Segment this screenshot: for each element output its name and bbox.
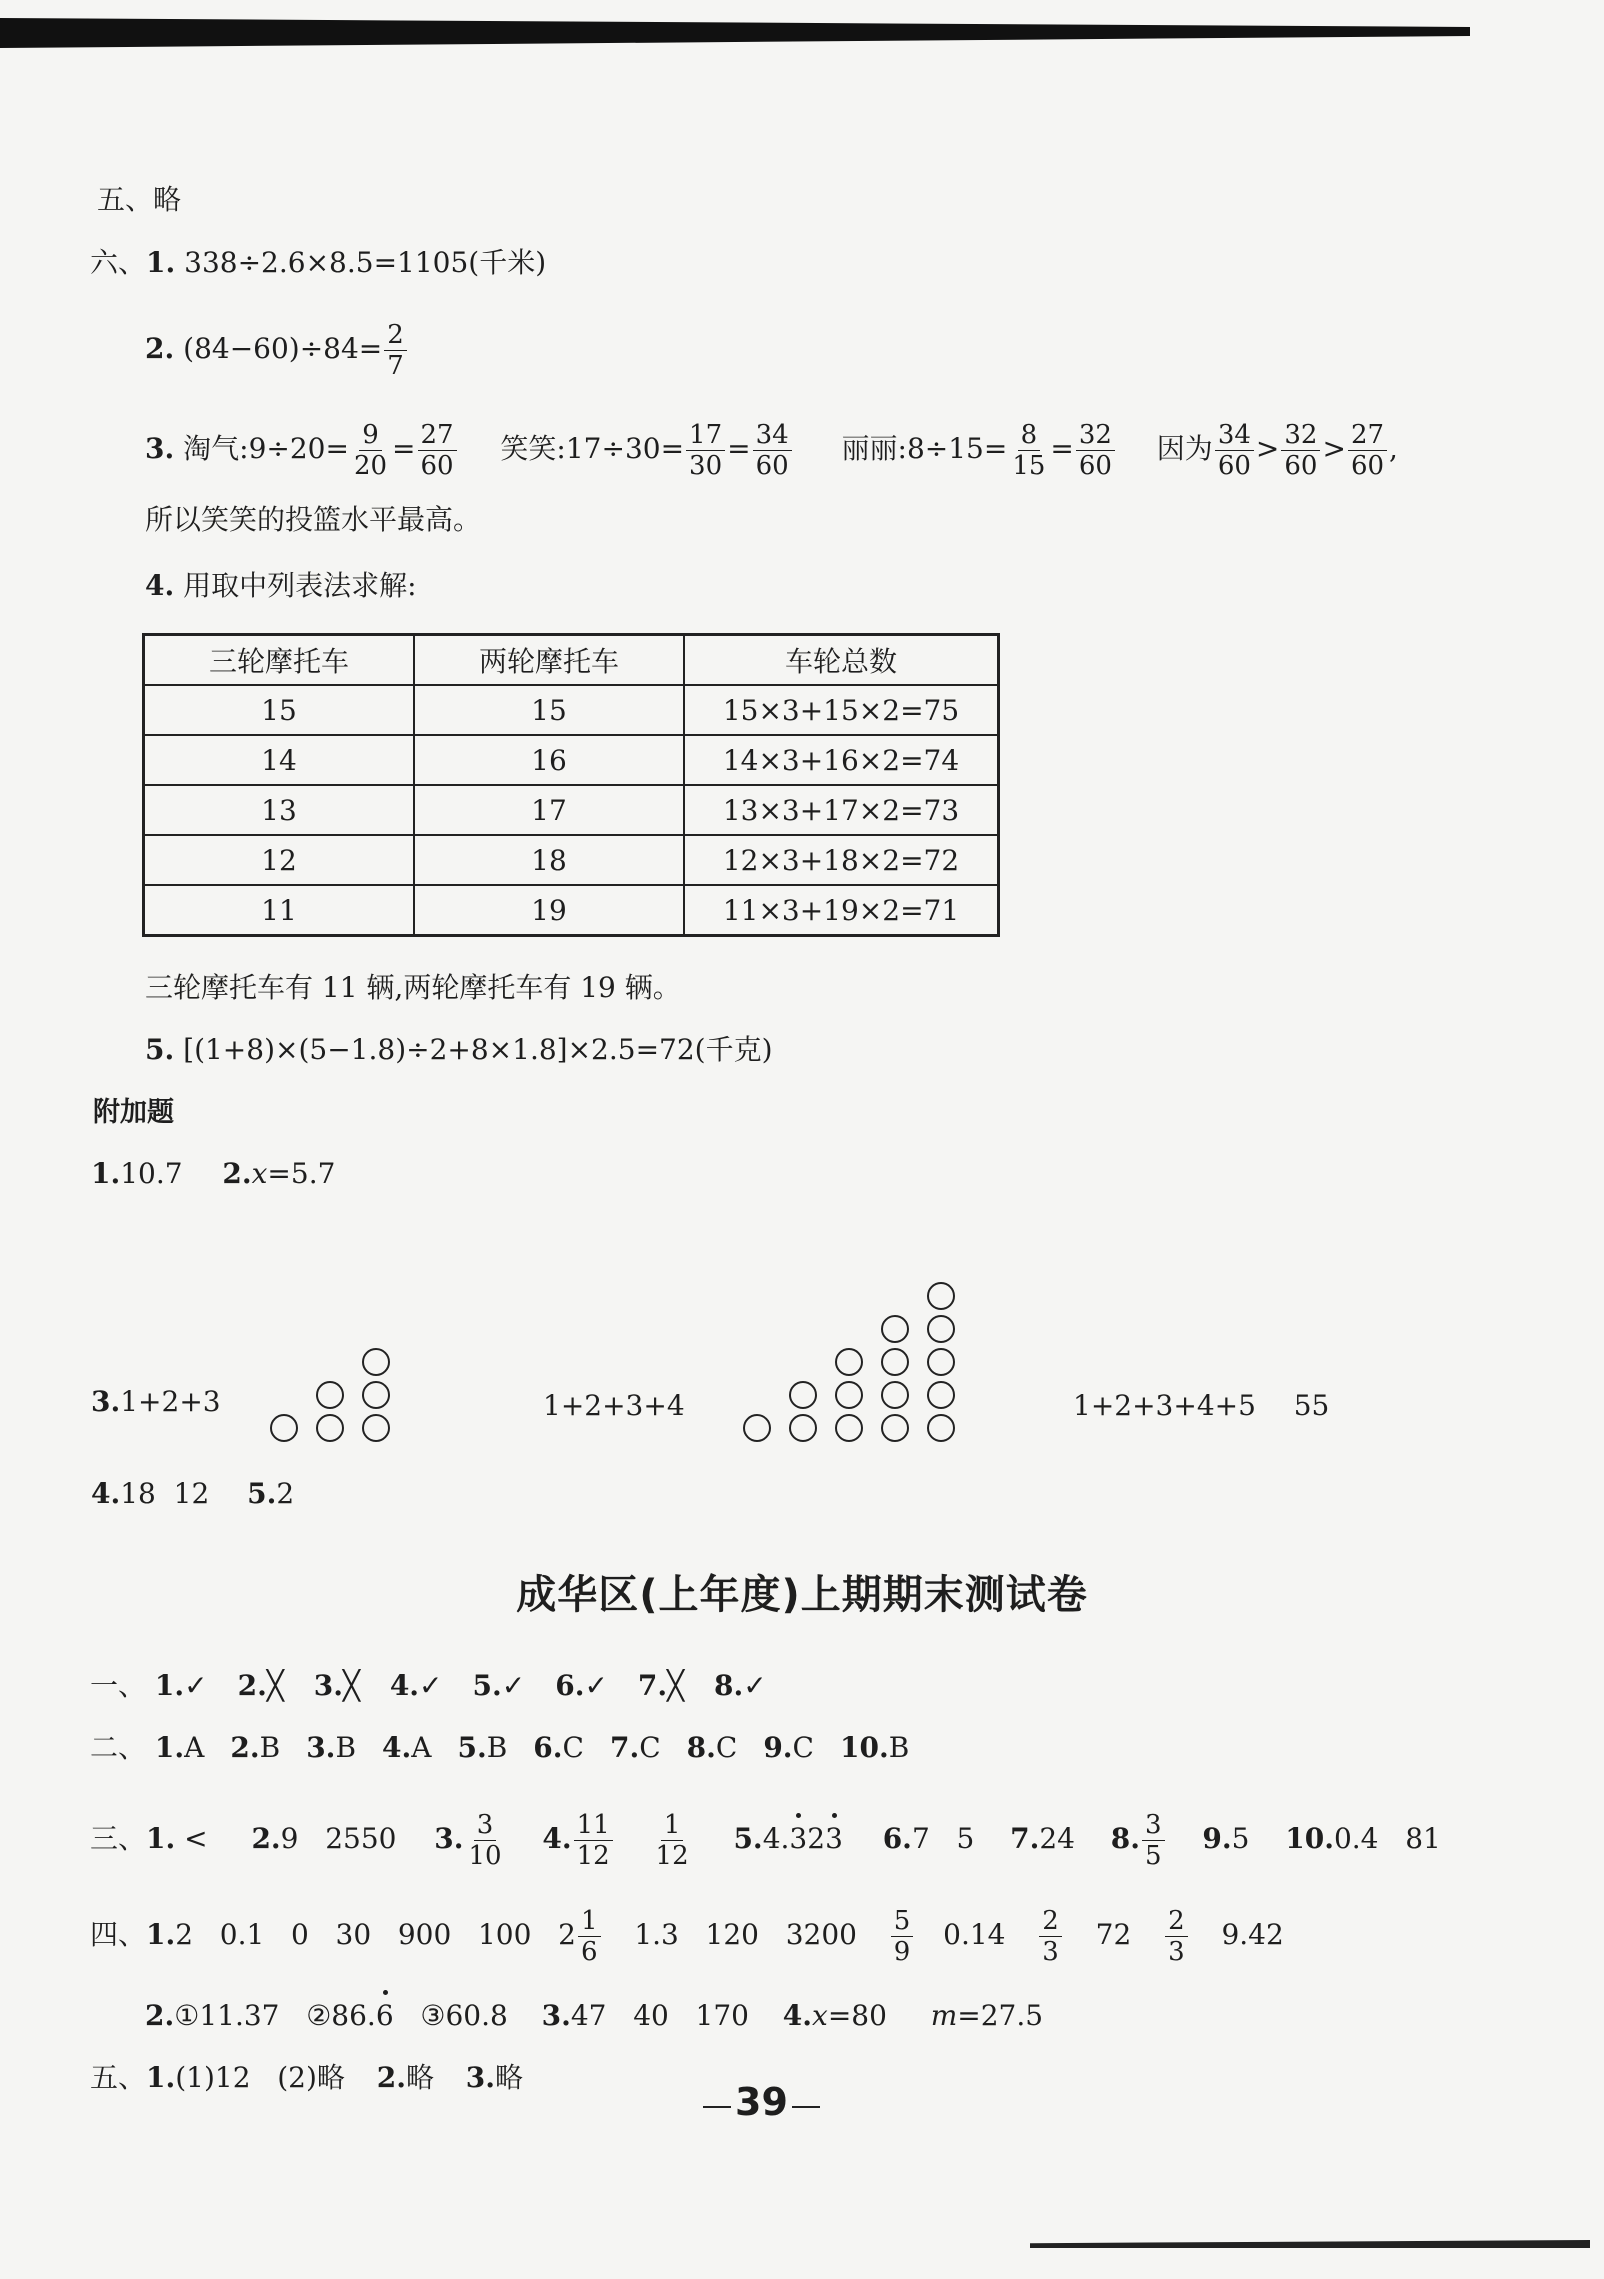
fraction: $\frac{27}{60}$ [1348,420,1387,481]
answer: A [411,1731,432,1764]
q-number: 2. [237,1669,267,1702]
q2-answer: (84−60)÷84= [183,332,383,365]
q-number: 10. [839,1731,889,1764]
q4-text: 用取中列表法求解: [183,569,417,602]
table-header-cell: 车轮总数 [684,635,999,686]
answer: B [259,1731,281,1764]
sum-1-to-5: 1+2+3+4+5 [1073,1389,1256,1422]
circle-dot [881,1414,909,1442]
sum-1-2-3-4: 1+2+3+4 [543,1389,685,1422]
xiaoxiao-text: 笑笑:17÷30= [500,432,685,465]
fraction: $\frac{2}{3}$ [1039,1906,1062,1967]
answer: 0.14 [943,1918,1006,1951]
answer: 略 [405,2061,434,2094]
answer: 24 [1039,1822,1075,1855]
answer: 9.42 [1221,1918,1284,1951]
circle-dot [362,1348,390,1376]
exam-section-4-q1 [90,1906,1284,1967]
extra-q4-answer: 18 12 [120,1477,210,1510]
extra-q1-q2 [91,1154,335,1194]
q-number: 6. [555,1669,585,1702]
q-number: 1. [91,1157,121,1190]
answer: 72 [1095,1918,1132,1951]
answer: 47 40 170 [570,1999,749,2032]
extra-q3-label [91,1382,221,1422]
section-6-q3-conclusion [145,500,481,540]
table-cell: 13 [144,785,415,835]
q-number: 8. [686,1731,716,1764]
q-number: 7. [609,1731,640,1764]
section-6-q4-answer [145,968,681,1008]
answer: B [335,1731,357,1764]
q-number: 1. [146,1822,176,1855]
variable-x: x [812,1999,828,2032]
extra-q1-answer: 10.7 [120,1157,183,1190]
fraction: $\frac{1}{12}$ [655,1810,689,1871]
page-number: 39 [735,2080,788,2124]
table-header-row [144,635,999,686]
q-number: 7. [1010,1822,1040,1855]
circle-dot [881,1315,909,1343]
circle-dot [881,1381,909,1409]
section-5-line [97,180,181,220]
q-number: 1. [146,1918,176,1951]
circle-dot [835,1381,863,1409]
answer: 0.4 81 [1333,1822,1441,1855]
exam-section-4-q2 [145,1996,1043,2036]
answer: ✓ [419,1669,443,1702]
extra-q2-answer: =5.7 [267,1157,336,1190]
q-number: 1. [154,1669,185,1702]
q-number: 3. [541,1999,571,2032]
because-text: 因为 [1156,432,1213,465]
circle-dot [789,1381,817,1409]
answer: ✓ [184,1669,208,1702]
q-number: 2. [222,1157,252,1190]
q-number: 9. [763,1731,793,1764]
section-6-q1 [90,243,546,283]
table-row [144,835,999,885]
q-number: 3. [306,1731,336,1764]
answer: C [562,1731,584,1764]
extra-q3-tail [1073,1386,1329,1426]
extra-q3-answer: 55 [1293,1389,1330,1422]
answer: 7 5 [911,1822,975,1855]
extra-q5-answer: 2 [276,1477,295,1510]
circle-dot [927,1381,955,1409]
exam-section-3 [90,1810,1441,1871]
table-cell: 15 [414,685,684,735]
fraction: $\frac{5}{9}$ [891,1906,914,1967]
table-cell: 14 [144,735,415,785]
circle-dot [362,1414,390,1442]
q-number: 3. [313,1669,343,1702]
table-row [144,685,999,735]
table-header-cell: 三轮摩托车 [144,635,415,686]
mixed-fraction-part: $\frac{1}{6}$ [578,1906,601,1967]
section-6-label: 六、 [90,246,147,279]
section-label: 二、 [90,1731,147,1764]
table-row [144,785,999,835]
exam-section-2 [90,1728,935,1768]
section-label: 三、 [90,1822,147,1855]
answer: B [888,1731,910,1764]
circle-dot [835,1414,863,1442]
circle-dot [927,1282,955,1310]
q-number: 6. [533,1731,563,1764]
answer: 9 2550 [280,1822,397,1855]
q-number: 3. [465,2061,496,2094]
q-number: 4. [389,1669,420,1702]
q-number: 2. [230,1731,260,1764]
q-number: 7. [637,1669,668,1702]
fraction: $\frac{27}{60}$ [418,420,457,481]
fraction: $\frac{32}{60}$ [1076,420,1115,481]
q-number: 6. [882,1822,912,1855]
answer: A [184,1731,205,1764]
q-number: 2. [145,1999,175,2032]
q-number: 4. [382,1731,412,1764]
circle-dot [927,1414,955,1442]
circle-dot [743,1414,771,1442]
section-6-q3: 3. 淘气:9÷20= $\frac{9}{20}$ = $\frac{27}{60}$ 笑笑:17÷30= $\frac{17}{30}$ = $\frac{34}{60}$ 丽丽:8÷15= $\frac{8}{15}$ = $\frac{32}{60}$ 因为 $\frac{34}{60}$ > $\frac{32}{60}$ > $\frac{27}{60}$ , [145,420,1398,481]
fraction: $\frac{2}{7}$ [384,320,407,381]
answer: 1.3 120 3200 [634,1918,857,1951]
answer: ✓ [501,1669,526,1702]
q-number: 1. [146,2061,176,2094]
table-cell: 19 [414,885,684,936]
fraction: $\frac{9}{20}$ [353,420,388,481]
q-number: 4. [542,1822,572,1855]
table-cell: 12×3+18×2=72 [684,835,999,885]
q-number: 4. [145,569,175,602]
q-number: 8. [714,1669,744,1702]
q-number: 5. [472,1669,502,1702]
answer: =80 [827,1999,887,2032]
q-number: 10. [1285,1822,1334,1855]
fraction: $\frac{17}{30}$ [686,420,725,481]
answer: C [792,1731,814,1764]
q-number: 5. [733,1822,763,1855]
table-header-cell: 两轮摩托车 [414,635,684,686]
table-row [144,885,999,936]
table-cell: 16 [414,735,684,785]
table-cell: 15×3+15×2=75 [684,685,999,735]
q-number: 1. [146,246,176,279]
answer: ✓ [584,1669,608,1702]
q-number: 2. [145,332,175,365]
q-number: 4. [782,1999,813,2032]
answer: 2 0.1 0 30 900 100 2 [175,1918,576,1951]
circle-dot [881,1348,909,1376]
q-number: 2. [251,1822,281,1855]
answer: C [715,1731,738,1764]
answer: 略 [495,2061,524,2094]
q-number: 5. [457,1731,487,1764]
exam-title: 成华区(上年度)上期期末测试卷 [516,1572,1088,1618]
variable-m: m [930,1999,958,2032]
table-cell: 11 [144,885,415,936]
q-number: 4. [91,1477,121,1510]
table-row [144,735,999,785]
answer: 5 [1231,1822,1250,1855]
table-cell: 13×3+17×2=73 [684,785,999,835]
answer: ✓ [743,1669,767,1702]
q-number: 1. [154,1731,185,1764]
answer: B [486,1731,508,1764]
section-5-text: 五、略 [97,183,182,216]
exam-section-5 [90,2058,523,2098]
circle-dot [316,1381,344,1409]
extra-title: 附加题 [93,1097,174,1128]
fraction: $\frac{32}{60}$ [1281,420,1320,481]
q-number: 5. [247,1477,277,1510]
section-6-q2 [145,320,409,381]
table-cell: 15 [144,685,415,735]
bottom-edge-bar [1030,2240,1590,2248]
fraction: $\frac{34}{60}$ [753,420,792,481]
circle-dot [316,1414,344,1442]
section-6-q5 [145,1030,773,1070]
top-edge-bar [0,18,1470,48]
table-cell: 18 [414,835,684,885]
extra-q4-q5 [91,1474,294,1514]
fraction: $\frac{3}{10}$ [468,1810,502,1871]
variable-x: x [251,1157,268,1190]
table-cell: 14×3+16×2=74 [684,735,999,785]
answer: < [184,1822,208,1855]
section-6-q4 [145,566,417,606]
q4-answer: 三轮摩托车有 11 辆,两轮摩托车有 19 辆。 [145,971,681,1004]
conclusion-text: 所以笑笑的投篮水平最高。 [145,503,482,536]
q-number: 3. [434,1822,464,1855]
circle-dot [270,1414,298,1442]
fraction: $\frac{34}{60}$ [1215,420,1254,481]
answer: (1)12 (2)略 [175,2061,345,2094]
fraction: $\frac{3}{5}$ [1142,1810,1165,1871]
q-number: 2. [376,2061,406,2094]
section-label: 一、 [90,1669,147,1702]
section-label: 四、 [90,1918,147,1951]
table-cell: 11×3+19×2=71 [684,885,999,936]
lili-text: 丽丽:8÷15= [841,432,1008,465]
fraction: $\frac{2}{3}$ [1165,1906,1188,1967]
answer: ①11.37 ②86.6 ③60.8 [174,1999,508,2032]
answer: ╳ [667,1669,685,1702]
fraction: $\frac{11}{12}$ [574,1810,613,1871]
q-number: 3. [145,432,175,465]
fraction: $\frac{8}{15}$ [1012,420,1046,481]
answer: ╳ [342,1669,360,1702]
exam-section-1 [90,1666,797,1706]
q5-answer: [(1+8)×(5−1.8)÷2+8×1.8]×2.5=72(千克) [183,1033,773,1066]
answer: C [639,1731,661,1764]
q-number: 9. [1202,1822,1232,1855]
circle-dot [927,1315,955,1343]
circle-dot [362,1381,390,1409]
repeating-decimal: 4.323 [763,1822,843,1855]
answer: ╳ [266,1669,284,1702]
q-number: 8. [1110,1822,1141,1855]
section-label: 五、 [90,2061,147,2094]
q1-answer: 338÷2.6×8.5=1105(千米) [184,246,547,279]
circle-dot [927,1348,955,1376]
circle-dot [789,1414,817,1442]
circle-dot [835,1348,863,1376]
q-number: 5. [145,1033,175,1066]
motorcycle-table [142,633,1000,937]
q-number: 3. [91,1385,121,1418]
table-cell: 17 [414,785,684,835]
table-cell: 12 [144,835,415,885]
taoqi-text: 淘气:9÷20= [183,432,349,465]
sum-1-2-3: 1+2+3 [120,1385,221,1418]
answer: =27.5 [957,1999,1044,2032]
